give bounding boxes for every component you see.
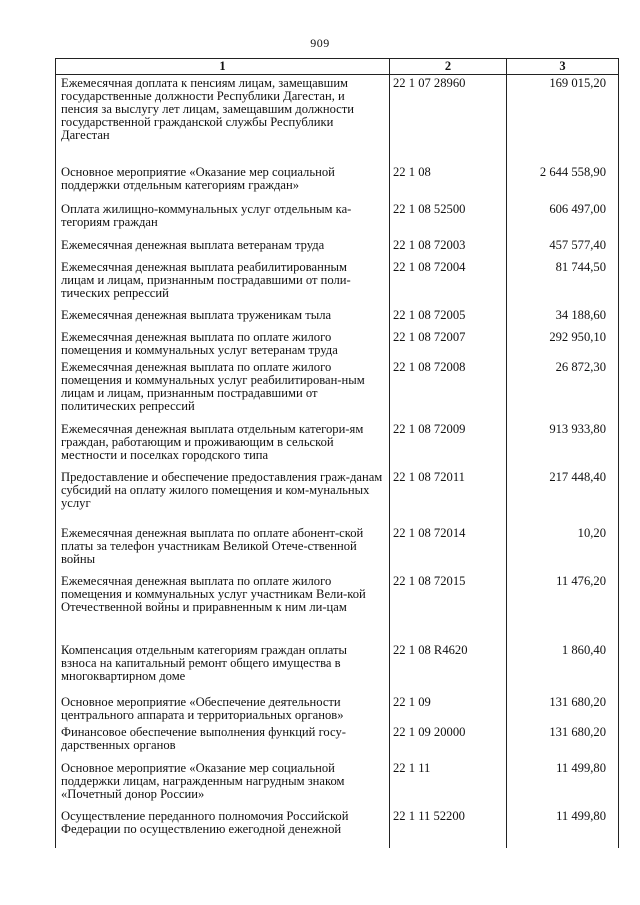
row-code-cell: 22 1 08 72005 — [390, 307, 507, 329]
row-amount-cell: 169 015,20 — [507, 75, 619, 164]
table-row — [56, 164, 619, 201]
table-body — [56, 75, 619, 848]
budget-table — [55, 58, 619, 848]
row-amount-cell: 1 860,40 — [507, 642, 619, 694]
table-row — [56, 75, 619, 164]
row-amount-cell: 11 476,20 — [507, 573, 619, 642]
column-header-2: 2 — [390, 59, 507, 75]
row-code-cell: 22 1 11 — [390, 760, 507, 808]
row-code-cell: 22 1 08 72014 — [390, 525, 507, 573]
row-name-cell: Ежемесячная денежная выплата отдельным категори-ям граждан, работающим и проживающим в сельской местности и поселках городского типа — [56, 421, 390, 469]
row-code-cell: 22 1 08 72015 — [390, 573, 507, 642]
row-name-cell: Ежемесячная денежная выплата реабилитированным лицам и лицам, признанным пострадавшими от поли-тических репрессий — [56, 259, 390, 307]
row-code-cell: 22 1 08 — [390, 164, 507, 201]
row-code-cell: 22 1 11 52200 — [390, 808, 507, 848]
row-code-cell: 22 1 09 20000 — [390, 724, 507, 760]
row-name-cell: Ежемесячная денежная выплата по оплате жилого помещения и коммунальных услуг участникам Вели-кой Отечественной войны и приравненным к ним ли-цам — [56, 573, 390, 642]
row-name-cell: Ежемесячная денежная выплата ветеранам труда — [56, 237, 390, 259]
row-name-cell: Осуществление переданного полномочия Российской Федерации по осуществлению ежегодной денежной — [56, 808, 390, 848]
row-code-cell: 22 1 07 28960 — [390, 75, 507, 164]
row-amount-cell: 131 680,20 — [507, 724, 619, 760]
table-row — [56, 237, 619, 259]
row-name-cell: Компенсация отдельным категориям граждан оплаты взноса на капитальный ремонт общего имущества в многоквартирном доме — [56, 642, 390, 694]
row-amount-cell: 34 188,60 — [507, 307, 619, 329]
column-header-3: 3 — [507, 59, 619, 75]
table-header-row — [56, 59, 619, 75]
row-code-cell: 22 1 08 52500 — [390, 201, 507, 237]
row-amount-cell: 81 744,50 — [507, 259, 619, 307]
row-amount-cell: 606 497,00 — [507, 201, 619, 237]
row-name-cell: Оплата жилищно-коммунальных услуг отдельным ка-тегориям граждан — [56, 201, 390, 237]
row-code-cell: 22 1 08 72007 — [390, 329, 507, 359]
table-row — [56, 642, 619, 694]
table-row — [56, 421, 619, 469]
row-code-cell: 22 1 08 72003 — [390, 237, 507, 259]
row-name-cell: Ежемесячная денежная выплата по оплате абонент-ской платы за телефон участникам Великой Отече-ственной войны — [56, 525, 390, 573]
row-amount-cell: 10,20 — [507, 525, 619, 573]
table-row — [56, 694, 619, 724]
row-amount-cell: 292 950,10 — [507, 329, 619, 359]
row-name-cell: Основное мероприятие «Обеспечение деятельности центрального аппарата и территориальных органов» — [56, 694, 390, 724]
row-name-cell: Основное мероприятие «Оказание мер социальной поддержки лицам, награжденным нагрудным знаком «Почетный донор России» — [56, 760, 390, 808]
table-row — [56, 259, 619, 307]
row-amount-cell: 26 872,30 — [507, 359, 619, 421]
row-name-cell: Ежемесячная денежная выплата по оплате жилого помещения и коммунальных услуг реабилитирован-ным лицам и лицам, признанным пострадавшими от политических репрессий — [56, 359, 390, 421]
row-name-cell: Основное мероприятие «Оказание мер социальной поддержки отдельным категориям граждан» — [56, 164, 390, 201]
row-name-cell: Предоставление и обеспечение предоставления граж-данам субсидий на оплату жилого помещения и ком-мунальных услуг — [56, 469, 390, 525]
table-row — [56, 307, 619, 329]
table-row — [56, 525, 619, 573]
row-amount-cell: 217 448,40 — [507, 469, 619, 525]
table-row — [56, 329, 619, 359]
table-row — [56, 724, 619, 760]
row-code-cell: 22 1 09 — [390, 694, 507, 724]
row-name-cell: Ежемесячная денежная выплата труженикам тыла — [56, 307, 390, 329]
row-amount-cell: 2 644 558,90 — [507, 164, 619, 201]
row-amount-cell: 913 933,80 — [507, 421, 619, 469]
row-amount-cell: 11 499,80 — [507, 760, 619, 808]
page-number: 909 — [310, 36, 330, 50]
column-header-1: 1 — [56, 59, 390, 75]
table-row — [56, 469, 619, 525]
table-row — [56, 359, 619, 421]
row-code-cell: 22 1 08 72004 — [390, 259, 507, 307]
row-code-cell: 22 1 08 72008 — [390, 359, 507, 421]
row-amount-cell: 131 680,20 — [507, 694, 619, 724]
table-row — [56, 760, 619, 808]
row-amount-cell: 457 577,40 — [507, 237, 619, 259]
table-row — [56, 573, 619, 642]
row-amount-cell: 11 499,80 — [507, 808, 619, 848]
row-code-cell: 22 1 08 72011 — [390, 469, 507, 525]
row-code-cell: 22 1 08 R4620 — [390, 642, 507, 694]
table-row — [56, 808, 619, 848]
table-row — [56, 201, 619, 237]
row-code-cell: 22 1 08 72009 — [390, 421, 507, 469]
row-name-cell: Ежемесячная денежная выплата по оплате жилого помещения и коммунальных услуг ветеранам труда — [56, 329, 390, 359]
row-name-cell: Ежемесячная доплата к пенсиям лицам, замещавшим государственные должности Республики Дагестан, и пенсия за выслугу лет лицам, замещавшим должности государственной гражданской службы Республики Дагестан — [56, 75, 390, 164]
row-name-cell: Финансовое обеспечение выполнения функций госу-дарственных органов — [56, 724, 390, 760]
